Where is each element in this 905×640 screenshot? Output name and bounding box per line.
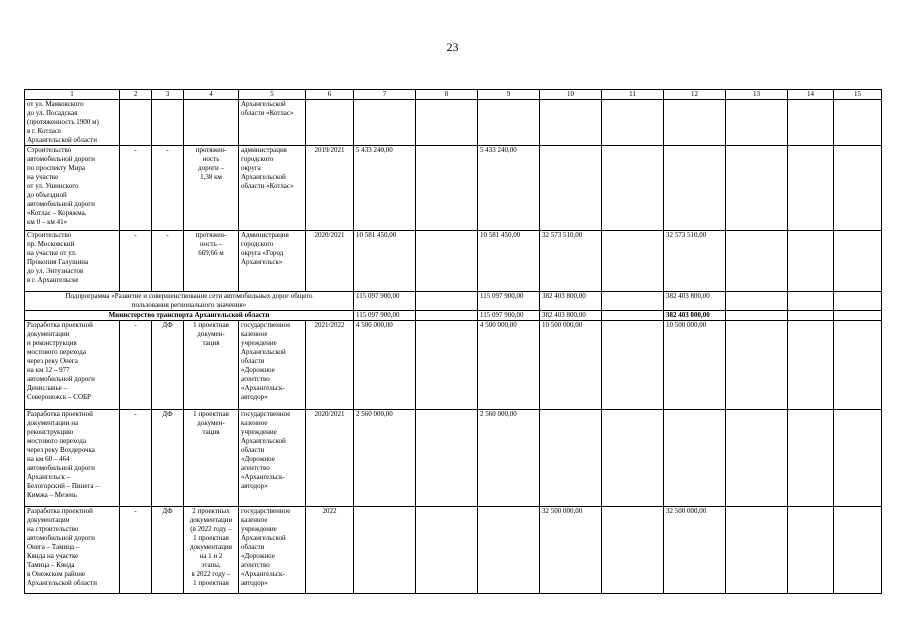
- cell: ДФ: [152, 507, 184, 594]
- col-number: 14: [788, 90, 834, 100]
- cell: 115 097 900,00: [354, 292, 416, 311]
- cell: [788, 292, 834, 311]
- table-row: [25, 100, 882, 146]
- col-number: 9: [478, 90, 540, 100]
- column-numbers-row: [25, 90, 882, 100]
- cell-executor: Архангельской области «Котлас»: [239, 100, 306, 146]
- cell: [602, 292, 664, 311]
- cell: [416, 507, 478, 594]
- program-table: [24, 89, 882, 594]
- cell: [726, 231, 788, 292]
- cell: [416, 146, 478, 231]
- cell: [602, 507, 664, 594]
- cell: [726, 311, 788, 321]
- cell: [788, 321, 834, 410]
- cell: -: [120, 321, 152, 410]
- cell: [306, 100, 354, 146]
- col-number: 2: [120, 90, 152, 100]
- cell: [416, 321, 478, 410]
- cell-executor: администрация городского округа Архангельской области «Котлас»: [239, 146, 306, 231]
- cell: 32 500 000,00: [540, 507, 602, 594]
- col-number: 11: [602, 90, 664, 100]
- cell: [726, 321, 788, 410]
- col-number: 15: [834, 90, 882, 100]
- ministry-total-row: [25, 311, 882, 321]
- col-number: 10: [540, 90, 602, 100]
- col-number: 7: [354, 90, 416, 100]
- cell: 4 500 000,00: [354, 321, 416, 410]
- cell: 2020/2021: [306, 231, 354, 292]
- col-number: 13: [726, 90, 788, 100]
- cell: [602, 231, 664, 292]
- cell: -: [120, 231, 152, 292]
- cell: [416, 410, 478, 507]
- table-row: [25, 231, 882, 292]
- cell-executor: государственное казенное учреждение Архангельской области «Дорожное агентство «Архангельск- автодор»: [239, 410, 306, 507]
- cell-name: Строительство пр. Московский на участке от ул. Прокопия Галушина до ул. Энтузиастов в г. Архангельске: [25, 231, 120, 292]
- cell: ДФ: [152, 321, 184, 410]
- cell-executor: государственное казенное учреждение Архангельской области «Дорожное агентство «Архангельск- автодор»: [239, 507, 306, 594]
- cell: [834, 321, 882, 410]
- cell: [788, 410, 834, 507]
- cell: [540, 410, 602, 507]
- cell: ДФ: [152, 410, 184, 507]
- cell: 115 097 900,00: [478, 292, 540, 311]
- cell: [540, 146, 602, 231]
- table-row: [25, 146, 882, 231]
- cell: [834, 231, 882, 292]
- cell: 5 433 240,00: [354, 146, 416, 231]
- cell: [834, 100, 882, 146]
- cell-name: Разработка проектной документации на реконструкцию мостового перехода через реку Вохдерочка на км 60 – 464 автомобильной дороги Архангельск – Белогорский – Пинега – Кимжа – Мезень: [25, 410, 120, 507]
- cell: [726, 146, 788, 231]
- cell: -: [120, 410, 152, 507]
- cell: 32 573 510,00: [540, 231, 602, 292]
- subprogram-label: Подпрограмма «Развитие и совершенствование сети автомобильных дорог общего пользования регионального значения»: [25, 292, 354, 311]
- cell: протяжен- ность дороги – 1,38 км: [184, 146, 239, 231]
- cell: [416, 292, 478, 311]
- cell: 10 500 000,00: [664, 321, 726, 410]
- cell: [726, 100, 788, 146]
- cell: 5 433 240,00: [478, 146, 540, 231]
- cell: 2 560 000,00: [354, 410, 416, 507]
- cell-executor: государственное казенное учреждение Архангельской области «Дорожное агентство «Архангельск- автодор»: [239, 321, 306, 410]
- cell-name: Разработка проектной документации и реконструкция мостового перехода через реку Онега на км 12 – 977 автомобильной дороги Дениславье – Северонежск – СОБР: [25, 321, 120, 410]
- cell: 32 573 510,00: [664, 231, 726, 292]
- cell: [416, 311, 478, 321]
- cell: [540, 100, 602, 146]
- cell: [354, 507, 416, 594]
- cell: [478, 507, 540, 594]
- ministry-label: Министерство транспорта Архангельской области: [25, 311, 354, 321]
- cell: -: [120, 146, 152, 231]
- cell: [664, 146, 726, 231]
- cell: 382 403 800,00: [540, 292, 602, 311]
- cell: [478, 100, 540, 146]
- cell: [184, 100, 239, 146]
- cell: 10 500 000,00: [540, 321, 602, 410]
- table-row: [25, 507, 882, 594]
- cell: [788, 146, 834, 231]
- cell: [788, 231, 834, 292]
- cell: -: [120, 507, 152, 594]
- col-number: 8: [416, 90, 478, 100]
- cell: 115 097 900,00: [354, 311, 416, 321]
- col-number: 4: [184, 90, 239, 100]
- cell: 382 403 800,00: [664, 292, 726, 311]
- cell: [664, 410, 726, 507]
- cell: [416, 100, 478, 146]
- cell: 115 097 900,00: [478, 311, 540, 321]
- cell: [834, 507, 882, 594]
- cell: 10 581 450,00: [478, 231, 540, 292]
- cell: [788, 311, 834, 321]
- col-number: 6: [306, 90, 354, 100]
- cell: [602, 100, 664, 146]
- cell: [788, 507, 834, 594]
- cell: 32 500 000,00: [664, 507, 726, 594]
- cell: -: [152, 146, 184, 231]
- cell-name: Строительство автомобильной дороги по проспекту Мира на участке от ул. Ушинского до объездной автомобильной дороги «Котлас – Коряжма, км 0 – км 41»: [25, 146, 120, 231]
- cell-executor: Администрация городского округа «Город Архангельск»: [239, 231, 306, 292]
- cell: [664, 100, 726, 146]
- cell: [602, 410, 664, 507]
- cell: 2022: [306, 507, 354, 594]
- cell: 382 403 800,00: [664, 311, 726, 321]
- cell: [726, 292, 788, 311]
- cell: 382 403 800,00: [540, 311, 602, 321]
- cell: [120, 100, 152, 146]
- subprogram-total-row: [25, 292, 882, 311]
- cell-name: от ул. Маяковского до ул. Посадская (протяженность 1900 м) в г. Котласе Архангельской области: [25, 100, 120, 146]
- cell: [602, 146, 664, 231]
- page-number: 23: [446, 40, 459, 54]
- cell: 10 581 450,00: [354, 231, 416, 292]
- col-number: 1: [25, 90, 120, 100]
- cell: [788, 100, 834, 146]
- cell: 2 проектных документации (в 2022 году – 1 проектная документация на 1 и 2 этапы, в 2022 году – 1 проектная: [184, 507, 239, 594]
- cell: [726, 507, 788, 594]
- cell: [834, 410, 882, 507]
- cell: 4 500 000,00: [478, 321, 540, 410]
- cell: 2020/2021: [306, 410, 354, 507]
- cell: протяжен- ность – 669,66 м: [184, 231, 239, 292]
- cell: 1 проектная докумен- тация: [184, 410, 239, 507]
- table-row: [25, 410, 882, 507]
- cell: 2021/2022: [306, 321, 354, 410]
- cell: [726, 410, 788, 507]
- col-number: 5: [239, 90, 306, 100]
- cell: [602, 311, 664, 321]
- col-number: 12: [664, 90, 726, 100]
- cell: 1 проектная докумен- тация: [184, 321, 239, 410]
- cell: [354, 100, 416, 146]
- cell-name: Разработка проектной документации на строительство автомобильной дороги Онега – Тамица – Кянда на участке Тамица – Кянда в Онежском районе Архангельской области: [25, 507, 120, 594]
- cell: [834, 311, 882, 321]
- cell: [416, 231, 478, 292]
- cell: [834, 146, 882, 231]
- cell: [152, 100, 184, 146]
- col-number: 3: [152, 90, 184, 100]
- cell: -: [152, 231, 184, 292]
- cell: [834, 292, 882, 311]
- cell: 2 560 000,00: [478, 410, 540, 507]
- table-row: [25, 321, 882, 410]
- cell: 2019/2021: [306, 146, 354, 231]
- cell: [602, 321, 664, 410]
